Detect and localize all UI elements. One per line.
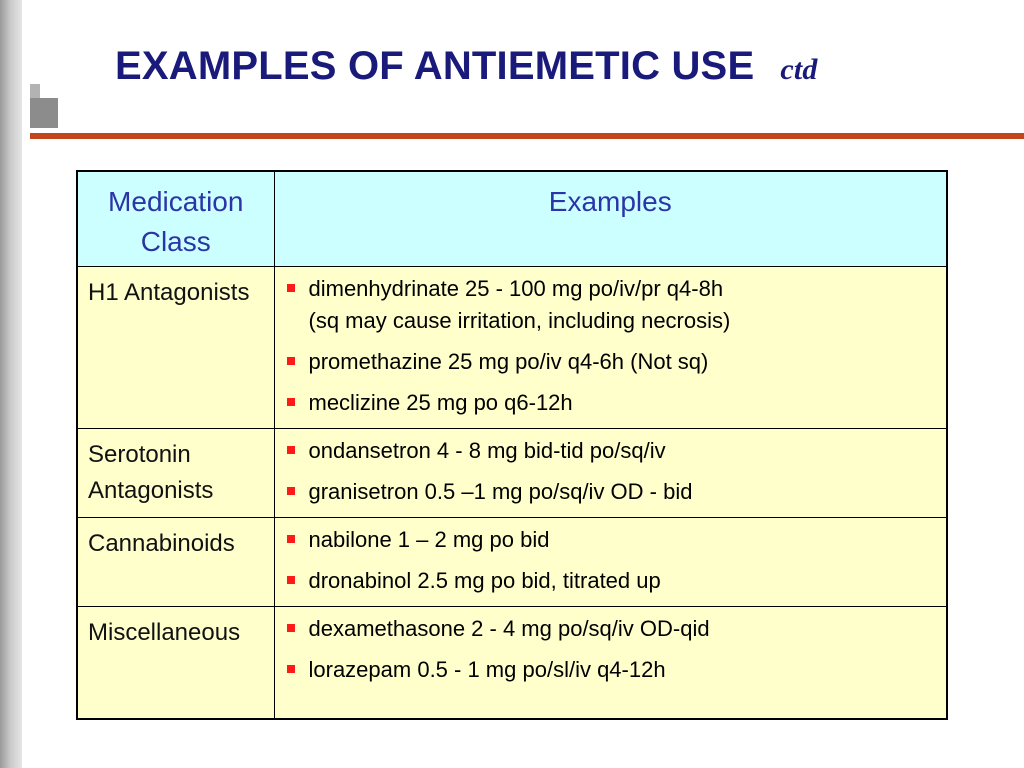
example-text: dimenhydrinate 25 - 100 mg po/iv/pr q4-8h — [308, 276, 724, 301]
slide-title-suffix: ctd — [780, 53, 818, 86]
bullet-icon — [287, 398, 295, 406]
example-text: ondansetron 4 - 8 mg bid-tid po/sq/iv — [308, 438, 666, 463]
left-decorative-bar — [0, 0, 22, 768]
bullet-icon — [287, 624, 295, 632]
example-text: lorazepam 0.5 - 1 mg po/sl/iv q4-12h — [308, 657, 666, 682]
header-medication-class: Medication Class — [77, 171, 274, 267]
list-item — [287, 273, 937, 337]
header-examples: Examples — [274, 171, 947, 267]
row-class-h1: H1 Antagonists — [77, 267, 274, 429]
table-row — [77, 267, 947, 429]
example-text: promethazine 25 mg po/iv q4-6h (Not sq) — [308, 349, 709, 374]
row-examples-misc — [274, 607, 947, 720]
row-examples-serotonin — [274, 429, 947, 518]
list-item — [287, 476, 937, 508]
decorative-square-small — [30, 84, 40, 98]
list-item — [287, 387, 937, 419]
bullet-icon — [287, 357, 295, 365]
row-examples-h1 — [274, 267, 947, 429]
bullet-icon — [287, 665, 295, 673]
row-class-misc: Miscellaneous — [77, 607, 274, 720]
table-row — [77, 429, 947, 518]
title-underline — [30, 133, 1024, 139]
example-text: granisetron 0.5 –1 mg po/sq/iv OD - bid — [308, 479, 693, 504]
example-text: meclizine 25 mg po q6-12h — [308, 390, 573, 415]
slide-title — [115, 44, 818, 89]
row-class-serotonin: Serotonin Antagonists — [77, 429, 274, 518]
example-note: (sq may cause irritation, including necrosis) — [308, 308, 731, 333]
row-class-cannabinoids: Cannabinoids — [77, 518, 274, 607]
table-header-row — [77, 171, 947, 267]
slide-title-text: EXAMPLES OF ANTIEMETIC USE — [115, 44, 755, 88]
table-row — [77, 518, 947, 607]
bullet-icon — [287, 535, 295, 543]
table-row — [77, 607, 947, 720]
bullet-icon — [287, 446, 295, 454]
list-item — [287, 565, 937, 597]
antiemetic-table — [76, 170, 948, 720]
bullet-icon — [287, 487, 295, 495]
list-item — [287, 346, 937, 378]
list-item — [287, 613, 937, 645]
decorative-square-large — [30, 98, 58, 128]
example-text: dronabinol 2.5 mg po bid, titrated up — [308, 568, 661, 593]
list-item — [287, 654, 937, 686]
bullet-icon — [287, 576, 295, 584]
example-text: dexamethasone 2 - 4 mg po/sq/iv OD-qid — [308, 616, 710, 641]
row-examples-cannabinoids — [274, 518, 947, 607]
list-item — [287, 524, 937, 556]
bullet-icon — [287, 284, 295, 292]
example-text: nabilone 1 – 2 mg po bid — [308, 527, 550, 552]
list-item — [287, 435, 937, 467]
